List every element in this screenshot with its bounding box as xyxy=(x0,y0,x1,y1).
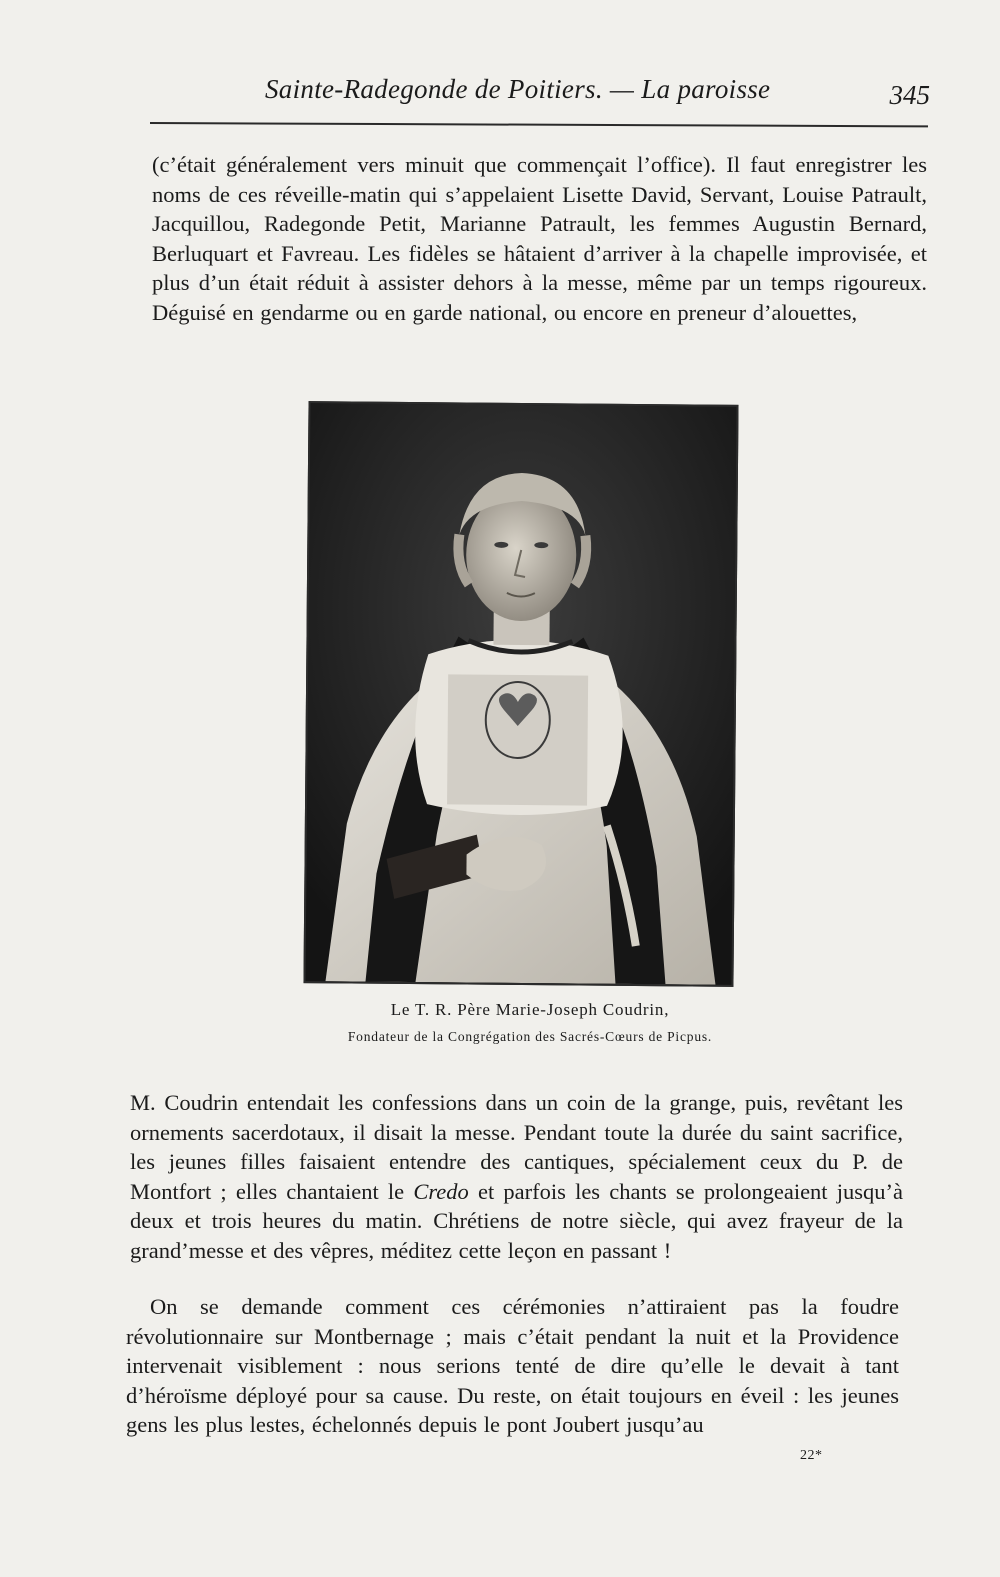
paragraph-middle xyxy=(130,1088,903,1293)
paragraph-top: (c’était généralement vers minuit que commençait l’office). Il faut enregistrer les noms de ces réveille-matin qui s’appelaient Lisette David, Servant, Louise Patrault, Jacquillou, Radegonde Petit, Marianne Patrault, les femmes Augustin Bernard, Berluquart et Favreau. Les fidèles se hâtaient d’arriver à la chapelle improvisée, et plus d’un était réduit à assister dehors à la messe, même par un temps rigoureux. Déguisé en gendarme ou en garde national, ou encore en preneur d’alouettes, xyxy=(152,152,927,325)
figure-caption-title: Le T. R. Père Marie-Joseph Coudrin, xyxy=(390,1000,670,1019)
figure-caption-subtitle: Fondateur de la Congrégation des Sacrés-Cœurs de Picpus. xyxy=(347,1029,713,1044)
header-rule xyxy=(150,122,928,127)
signature-mark: 22* xyxy=(800,1448,823,1463)
credo-italic: Credo xyxy=(413,1178,469,1204)
running-head xyxy=(150,72,930,112)
paragraph-bottom: On se demande comment ces cérémonies n’attiraient pas la foudre révolutionnaire sur Montbernage ; mais c’était pendant la nuit et la Providence intervenait visiblement : nous serions tenté de dire qu’elle le devait à tant d’héroïsme déployé pour sa cause. Du reste, on était toujours en éveil : les jeunes gens les plus lestes, échelonnés depuis le pont Joubert jusqu’au xyxy=(126,1294,899,1437)
paragraph-middle-text-2: et parfois les chants se prolongeaient jusqu’à deux et trois heures du matin. Chrétiens de notre siècle, qui avez frayeur de la grand’messe et des vêpres, méditez cette leçon en passant ! xyxy=(130,1178,903,1263)
page-number: 345 xyxy=(889,80,930,110)
paragraph-middle-text-1: M. Coudrin entendait les confessions dans un coin de la grange, puis, revêtant les ornements sacerdotaux, il disait la messe. Pendant toute la durée du saint sacrifice, les jeunes filles faisaient entendre des cantiques, spécialement ceux du P. de Montfort ; elles chantaient le xyxy=(130,1090,903,1204)
running-title: Sainte-Radegonde de Poitiers. — La paroisse xyxy=(265,74,771,104)
portrait-illustration xyxy=(305,403,736,985)
portrait-figure xyxy=(303,401,738,987)
